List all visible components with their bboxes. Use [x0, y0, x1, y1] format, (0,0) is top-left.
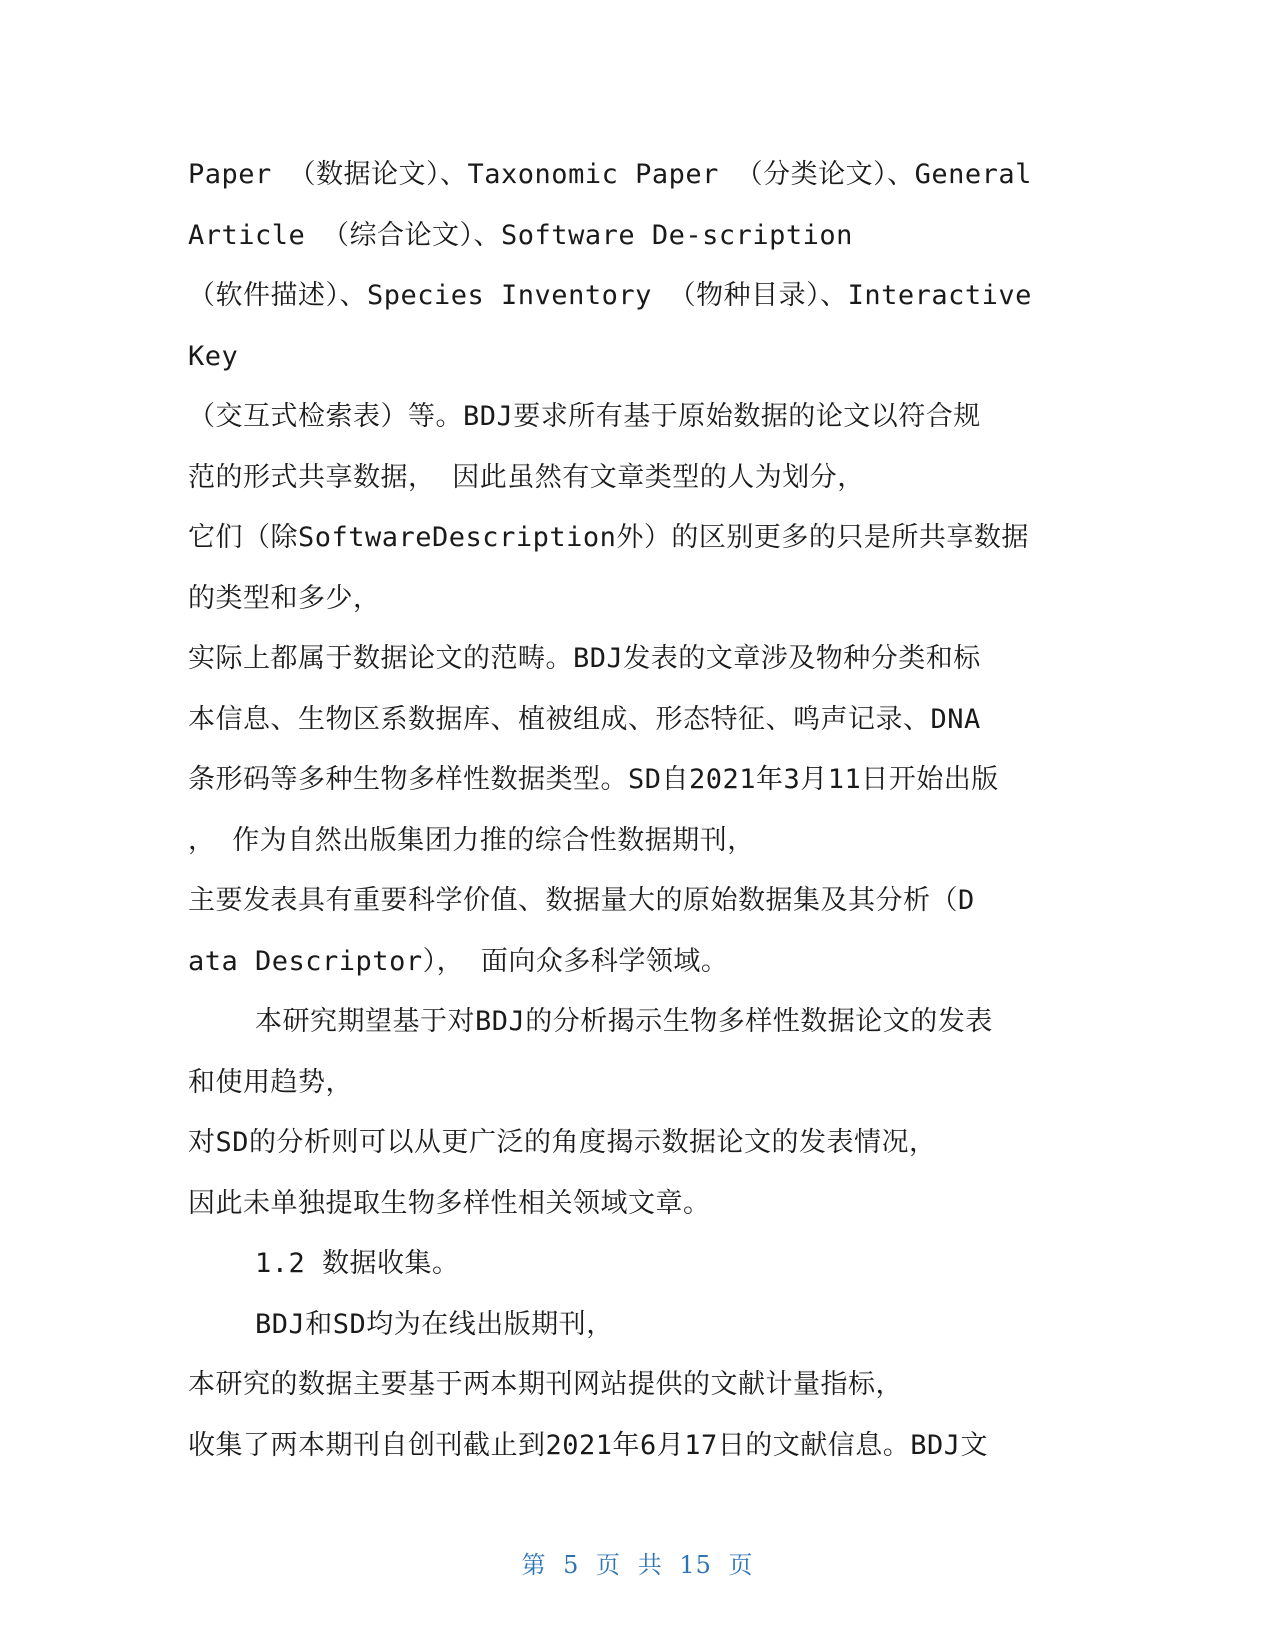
text-line: Article （综合论文）、Software De-scription — [188, 219, 853, 251]
text-line: 实际上都属于数据论文的范畴。BDJ发表的文章涉及物种分类和标 — [188, 643, 981, 674]
text-line: ata Descriptor）， 面向众多科学领域。 — [188, 945, 729, 977]
text-line: 它们（除SoftwareDescription外）的区别更多的只是所共享数据 — [188, 522, 1029, 553]
text-line: 本研究期望基于对BDJ的分析揭示生物多样性数据论文的发表 — [188, 1006, 993, 1037]
text-line: 本信息、生物区系数据库、植被组成、形态特征、鸣声记录、DNA — [188, 703, 981, 735]
footer-prefix: 第 — [521, 1551, 547, 1579]
text-line: 收集了两本期刊自创刊截止到2021年6月17日的文献信息。BDJ文 — [188, 1429, 989, 1461]
body-text — [188, 145, 1088, 1476]
text-line: 因此未单独提取生物多样性相关领域文章。 — [188, 1187, 711, 1219]
text-line: 对SD的分析则可以从更广泛的角度揭示数据论文的发表情况， — [188, 1127, 937, 1158]
current-page-number: 5 — [563, 1551, 580, 1579]
text-line: BDJ和SD均为在线出版期刊， — [188, 1308, 614, 1340]
text-line: Key — [188, 340, 239, 372]
text-line: 本研究的数据主要基于两本期刊网站提供的文献计量指标， — [188, 1369, 903, 1400]
footer-page-word: 页 — [596, 1551, 622, 1579]
text-line: 条形码等多种生物多样性数据类型。SD自2021年3月11日开始出版 — [188, 764, 999, 795]
text-line: 范的形式共享数据， 因此虽然有文章类型的人为划分， — [188, 461, 865, 493]
text-line: （交互式检索表）等。BDJ要求所有基于原始数据的论文以符合规 — [188, 401, 981, 432]
text-line: 主要发表具有重要科学价值、数据量大的原始数据集及其分析（D — [188, 885, 975, 916]
text-line: 的类型和多少， — [188, 582, 381, 614]
text-line: ， 作为自然出版集团力推的综合性数据期刊， — [188, 824, 755, 856]
footer-total-suffix: 页 — [728, 1551, 754, 1579]
total-page-count: 15 — [679, 1551, 712, 1579]
footer-total-prefix: 共 — [637, 1551, 663, 1579]
section-heading: 1.2 数据收集。 — [188, 1248, 460, 1279]
text-line: 和使用趋势， — [188, 1066, 353, 1098]
text-line: （软件描述）、Species Inventory （物种目录）、Interactive — [188, 280, 1032, 311]
text-line: Paper （数据论文）、Taxonomic Paper （分类论文）、General — [188, 159, 1032, 190]
page-footer — [0, 1545, 1275, 1580]
